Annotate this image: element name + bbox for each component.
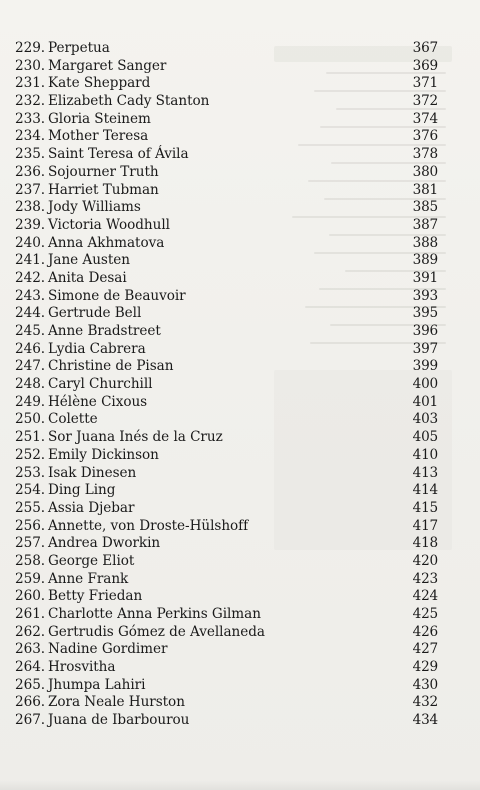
page-bottom-shadow — [0, 780, 480, 790]
toc-entry — [15, 323, 438, 341]
entry-number: 266. — [15, 694, 46, 711]
toc-entry — [15, 164, 438, 182]
entry-title: Gertrude Bell — [48, 305, 142, 322]
toc-entry — [15, 411, 438, 429]
toc-entry — [15, 182, 438, 200]
entry-number: 257. — [15, 535, 46, 552]
entry-title: Juana de Ibarbourou — [48, 712, 190, 729]
toc-entry — [15, 111, 438, 129]
entry-number: 250. — [15, 411, 46, 428]
toc-entry — [15, 571, 438, 589]
entry-number: 230. — [15, 57, 46, 74]
entry-number: 256. — [15, 517, 46, 534]
entry-page-number: 401 — [412, 393, 438, 410]
entry-number: 260. — [15, 588, 46, 605]
entry-title: Mother Teresa — [48, 128, 149, 145]
table-of-contents-list — [15, 40, 438, 730]
entry-page-number: 385 — [412, 199, 438, 216]
entry-number: 245. — [15, 323, 46, 339]
entry-number: 235. — [15, 146, 46, 163]
entry-title: Anne Frank — [48, 570, 129, 587]
entry-page-number: 397 — [412, 340, 438, 357]
entry-title: Betty Friedan — [48, 588, 143, 605]
entry-number: 247. — [15, 358, 46, 375]
entry-number: 240. — [15, 234, 46, 251]
toc-entry — [15, 500, 438, 518]
entry-page-number: 424 — [412, 588, 438, 605]
toc-entry — [15, 624, 438, 642]
toc-entry — [15, 252, 438, 270]
entry-number: 261. — [15, 606, 46, 622]
entry-title: Kate Sheppard — [48, 75, 151, 92]
toc-entry — [15, 40, 438, 58]
entry-title: Nadine Gordimer — [48, 641, 168, 658]
entry-number: 232. — [15, 93, 46, 110]
entry-title: Sojourner Truth — [48, 163, 159, 180]
entry-number: 244. — [15, 305, 46, 322]
entry-number: 251. — [15, 429, 46, 446]
entry-page-number: 413 — [412, 464, 438, 481]
entry-number: 242. — [15, 269, 46, 286]
toc-entry — [15, 217, 438, 235]
entry-page-number: 388 — [412, 234, 438, 251]
entry-number: 229. — [15, 40, 46, 56]
entry-title: Zora Neale Hurston — [48, 694, 185, 711]
toc-entry — [15, 146, 438, 164]
entry-page-number: 371 — [412, 75, 438, 92]
entry-title: Christine de Pisan — [48, 358, 174, 375]
entry-title: Harriet Tubman — [48, 181, 159, 198]
entry-page-number: 432 — [412, 694, 438, 711]
entry-title: Anne Bradstreet — [48, 323, 161, 339]
entry-page-number: 403 — [412, 411, 438, 428]
toc-entry — [15, 659, 438, 677]
toc-entry — [15, 270, 438, 288]
entry-page-number: 434 — [412, 712, 438, 729]
entry-page-number: 381 — [412, 181, 438, 198]
toc-entry — [15, 75, 438, 93]
entry-title: Isak Dinesen — [48, 464, 137, 481]
entry-title: George Eliot — [48, 552, 135, 569]
entry-page-number: 374 — [412, 110, 438, 127]
entry-number: 254. — [15, 482, 46, 499]
entry-number: 238. — [15, 199, 46, 216]
entry-page-number: 389 — [412, 252, 438, 269]
entry-number: 246. — [15, 340, 46, 357]
entry-page-number: 426 — [412, 623, 438, 640]
entry-number: 258. — [15, 552, 46, 569]
entry-title: Victoria Woodhull — [48, 216, 170, 233]
entry-title: Simone de Beauvoir — [48, 287, 186, 304]
toc-entry — [15, 288, 438, 306]
entry-page-number: 380 — [412, 163, 438, 180]
entry-title: Saint Teresa of Ávila — [48, 146, 189, 163]
entry-title: Ding Ling — [48, 482, 116, 499]
entry-title: Gertrudis Gómez de Avellaneda — [48, 623, 265, 640]
toc-entry — [15, 429, 438, 447]
entry-page-number: 418 — [412, 535, 438, 552]
entry-title: Sor Juana Inés de la Cruz — [48, 429, 223, 446]
entry-number: 265. — [15, 676, 46, 693]
entry-page-number: 414 — [412, 482, 438, 499]
toc-entry — [15, 341, 438, 359]
entry-number: 255. — [15, 499, 46, 516]
entry-page-number: 367 — [412, 40, 438, 56]
entry-title: Hélène Cixous — [48, 393, 148, 410]
toc-entry — [15, 588, 438, 606]
entry-title: Jhumpa Lahiri — [48, 676, 146, 693]
toc-entry — [15, 394, 438, 412]
entry-number: 267. — [15, 712, 46, 729]
entry-title: Annette, von Droste-Hülshoff — [48, 517, 249, 534]
entry-page-number: 429 — [412, 659, 438, 676]
entry-page-number: 387 — [412, 216, 438, 233]
entry-title: Margaret Sanger — [48, 57, 167, 74]
toc-entry — [15, 376, 438, 394]
entry-number: 259. — [15, 570, 46, 587]
entry-page-number: 378 — [412, 146, 438, 163]
entry-title: Anna Akhmatova — [48, 234, 165, 251]
entry-number: 241. — [15, 252, 46, 269]
toc-entry — [15, 535, 438, 553]
entry-number: 234. — [15, 128, 46, 145]
toc-entry — [15, 641, 438, 659]
toc-entry — [15, 58, 438, 76]
entry-title: Charlotte Anna Perkins Gilman — [48, 606, 261, 622]
toc-entry — [15, 606, 438, 624]
entry-number: 239. — [15, 216, 46, 233]
toc-entry — [15, 694, 438, 712]
entry-page-number: 405 — [412, 429, 438, 446]
entry-title: Perpetua — [48, 40, 110, 56]
entry-title: Assia Djebar — [48, 499, 135, 516]
entry-title: Emily Dickinson — [48, 446, 159, 463]
toc-entry — [15, 677, 438, 695]
entry-number: 249. — [15, 393, 46, 410]
entry-page-number: 396 — [412, 323, 438, 339]
entry-number: 243. — [15, 287, 46, 304]
entry-title: Hrosvitha — [48, 659, 116, 676]
entry-page-number: 427 — [412, 641, 438, 658]
toc-entry — [15, 235, 438, 253]
entry-page-number: 372 — [412, 93, 438, 110]
entry-page-number: 410 — [412, 446, 438, 463]
entry-title: Gloria Steinem — [48, 110, 151, 127]
toc-entry — [15, 465, 438, 483]
entry-number: 253. — [15, 464, 46, 481]
toc-entry — [15, 128, 438, 146]
entry-page-number: 376 — [412, 128, 438, 145]
entry-number: 264. — [15, 659, 46, 676]
entry-page-number: 399 — [412, 358, 438, 375]
toc-entry — [15, 305, 438, 323]
entry-page-number: 393 — [412, 287, 438, 304]
entry-title: Jody Williams — [48, 199, 141, 216]
entry-title: Andrea Dworkin — [48, 535, 161, 552]
entry-page-number: 400 — [412, 376, 438, 393]
entry-page-number: 420 — [412, 552, 438, 569]
entry-page-number: 391 — [412, 269, 438, 286]
entry-number: 236. — [15, 163, 46, 180]
entry-page-number: 395 — [412, 305, 438, 322]
toc-entry — [15, 93, 438, 111]
entry-number: 248. — [15, 376, 46, 393]
entry-title: Lydia Cabrera — [48, 340, 146, 357]
entry-page-number: 425 — [412, 606, 438, 622]
entry-title: Jane Austen — [48, 252, 130, 269]
toc-entry — [15, 553, 438, 571]
entry-title: Elizabeth Cady Stanton — [48, 93, 210, 110]
entry-title: Anita Desai — [48, 269, 127, 286]
entry-number: 231. — [15, 75, 46, 92]
toc-entry — [15, 199, 438, 217]
entry-page-number: 417 — [412, 517, 438, 534]
entry-number: 262. — [15, 623, 46, 640]
entry-number: 263. — [15, 641, 46, 658]
entry-page-number: 430 — [412, 676, 438, 693]
toc-entry — [15, 358, 438, 376]
entry-number: 237. — [15, 181, 46, 198]
entry-title: Colette — [48, 411, 98, 428]
toc-entry — [15, 712, 438, 730]
toc-entry — [15, 482, 438, 500]
entry-number: 252. — [15, 446, 46, 463]
entry-title: Caryl Churchill — [48, 376, 153, 393]
entry-page-number: 423 — [412, 570, 438, 587]
entry-page-number: 369 — [412, 57, 438, 74]
toc-entry — [15, 518, 438, 536]
entry-page-number: 415 — [412, 499, 438, 516]
toc-entry — [15, 447, 438, 465]
entry-number: 233. — [15, 110, 46, 127]
